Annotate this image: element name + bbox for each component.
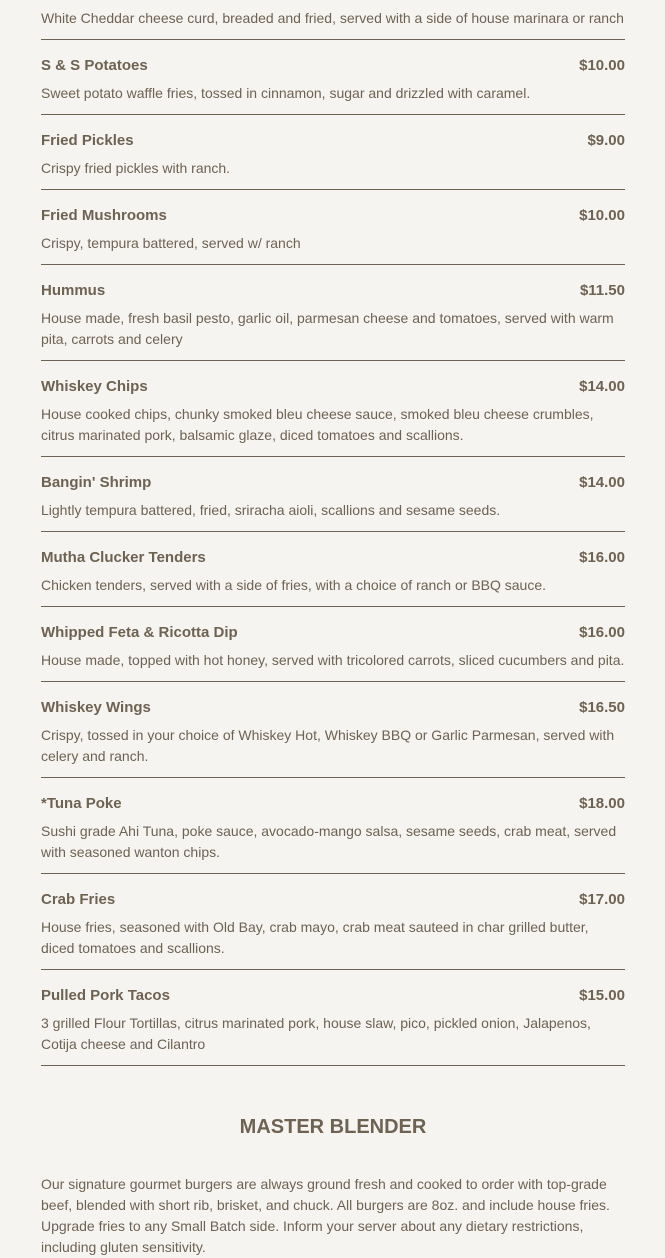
- menu-item-header: [41, 281, 625, 301]
- menu-item: [41, 682, 625, 778]
- menu-item-description: House cooked chips, chunky smoked bleu cheese sauce, smoked bleu cheese crumbles, citrus marinated pork, balsamic glaze, diced tomatoes and scallions.: [41, 406, 594, 443]
- menu-item-description: Lightly tempura battered, fried, sriracha aioli, scallions and sesame seeds.: [41, 502, 501, 518]
- menu-item-price: $9.00: [587, 132, 625, 149]
- menu-item-price: $17.00: [579, 891, 625, 908]
- menu-item: [41, 361, 625, 457]
- menu-item: [41, 457, 625, 532]
- menu-item-name: [41, 0, 142, 1]
- menu-item: [41, 40, 625, 115]
- menu-item-header: [41, 623, 625, 643]
- menu-item-price: $10.00: [579, 57, 625, 74]
- menu-item-description: House made, fresh basil pesto, garlic oil, parmesan cheese and tomatoes, served with warm pita, carrots and celery: [41, 310, 614, 347]
- menu-item-price: $16.50: [579, 699, 625, 716]
- menu-item: [41, 874, 625, 970]
- menu-item-name: Whipped Feta & Ricotta Dip: [41, 624, 238, 641]
- menu-item-price: $14.00: [579, 378, 625, 395]
- menu-item: [41, 265, 625, 361]
- menu-item-name: Mutha Clucker Tenders: [41, 549, 206, 566]
- menu-item-price: $14.00: [579, 474, 625, 491]
- menu-item-name: Fried Pickles: [41, 132, 134, 149]
- menu-item-header: [41, 473, 625, 493]
- menu-item-description: Sushi grade Ahi Tuna, poke sauce, avocado-mango salsa, sesame seeds, crab meat, served with seasoned wanton chips.: [41, 823, 617, 860]
- menu-item-name: Crab Fries: [41, 891, 116, 908]
- menu-item-description: Chicken tenders, served with a side of fries, with a choice of ranch or BBQ sauce.: [41, 577, 547, 593]
- menu-item-header: [41, 698, 625, 718]
- menu-item-price: $16.00: [579, 624, 625, 641]
- menu-item-header: [41, 0, 625, 1]
- menu-item-header: [41, 548, 625, 568]
- menu-item-description: Crispy, tempura battered, served w/ ranch: [41, 235, 301, 251]
- menu-item: [41, 0, 625, 40]
- menu-item: [41, 115, 625, 190]
- menu-item-name: Bangin' Shrimp: [41, 474, 152, 491]
- menu-item-name: Whiskey Chips: [41, 378, 148, 395]
- menu-item: [41, 970, 625, 1066]
- menu-item-description: Crispy, tossed in your choice of Whiskey Hot, Whiskey BBQ or Garlic Parmesan, served with celery and ranch.: [41, 727, 615, 764]
- menu-item: [41, 190, 625, 265]
- menu-item-header: [41, 890, 625, 910]
- menu-item-price: $10.00: [579, 207, 625, 224]
- menu-item-header: [41, 56, 625, 76]
- appetizer-menu: [41, 0, 625, 1258]
- menu-item-name: Pulled Pork Tacos: [41, 987, 170, 1004]
- menu-item-price: [579, 0, 625, 1]
- menu-item-list: [41, 0, 625, 1066]
- menu-item-price: $18.00: [579, 795, 625, 812]
- menu-item-header: [41, 794, 625, 814]
- menu-item-description: House made, topped with hot honey, served with tricolored carrots, sliced cucumbers and pita.: [41, 652, 625, 668]
- menu-item-name: *Tuna Poke: [41, 795, 122, 812]
- menu-item-description: White Cheddar cheese curd, breaded and fried, served with a side of house marinara or ranch: [41, 10, 624, 26]
- menu-item-header: [41, 986, 625, 1006]
- menu-item-price: $15.00: [579, 987, 625, 1004]
- menu-item: [41, 778, 625, 874]
- menu-item-description: Sweet potato waffle fries, tossed in cinnamon, sugar and drizzled with caramel.: [41, 85, 531, 101]
- menu-item: [41, 532, 625, 607]
- menu-item-name: S & S Potatoes: [41, 57, 148, 74]
- menu-item-name: Hummus: [41, 282, 106, 299]
- menu-item-header: [41, 377, 625, 397]
- menu-item-price: $16.00: [579, 549, 625, 566]
- menu-item: [41, 607, 625, 682]
- menu-item-price: $11.50: [579, 282, 625, 299]
- menu-item-description: Crispy fried pickles with ranch.: [41, 160, 231, 176]
- menu-item-description: 3 grilled Flour Tortillas, citrus marinated pork, house slaw, pico, pickled onion, Jalapenos, Cotija cheese and Cilantro: [41, 1015, 591, 1052]
- section-title: MASTER BLENDER: [239, 1116, 427, 1138]
- menu-item-name: Whiskey Wings: [41, 699, 151, 716]
- menu-item-description: House fries, seasoned with Old Bay, crab mayo, crab meat sauteed in char grilled butter, diced tomatoes and scallions.: [41, 919, 589, 956]
- menu-item-name: Fried Mushrooms: [41, 207, 167, 224]
- menu-item-header: [41, 206, 625, 226]
- menu-item-header: [41, 131, 625, 151]
- section-intro: Our signature gourmet burgers are always ground fresh and cooked to order with top-grade beef, blended with short rib, brisket, and chuck. All burgers are 8oz. and include house fries. Upgrade fries to any Small Batch side. Inform your server about any dietary restrictions, including gluten sensitivity.: [41, 1176, 610, 1255]
